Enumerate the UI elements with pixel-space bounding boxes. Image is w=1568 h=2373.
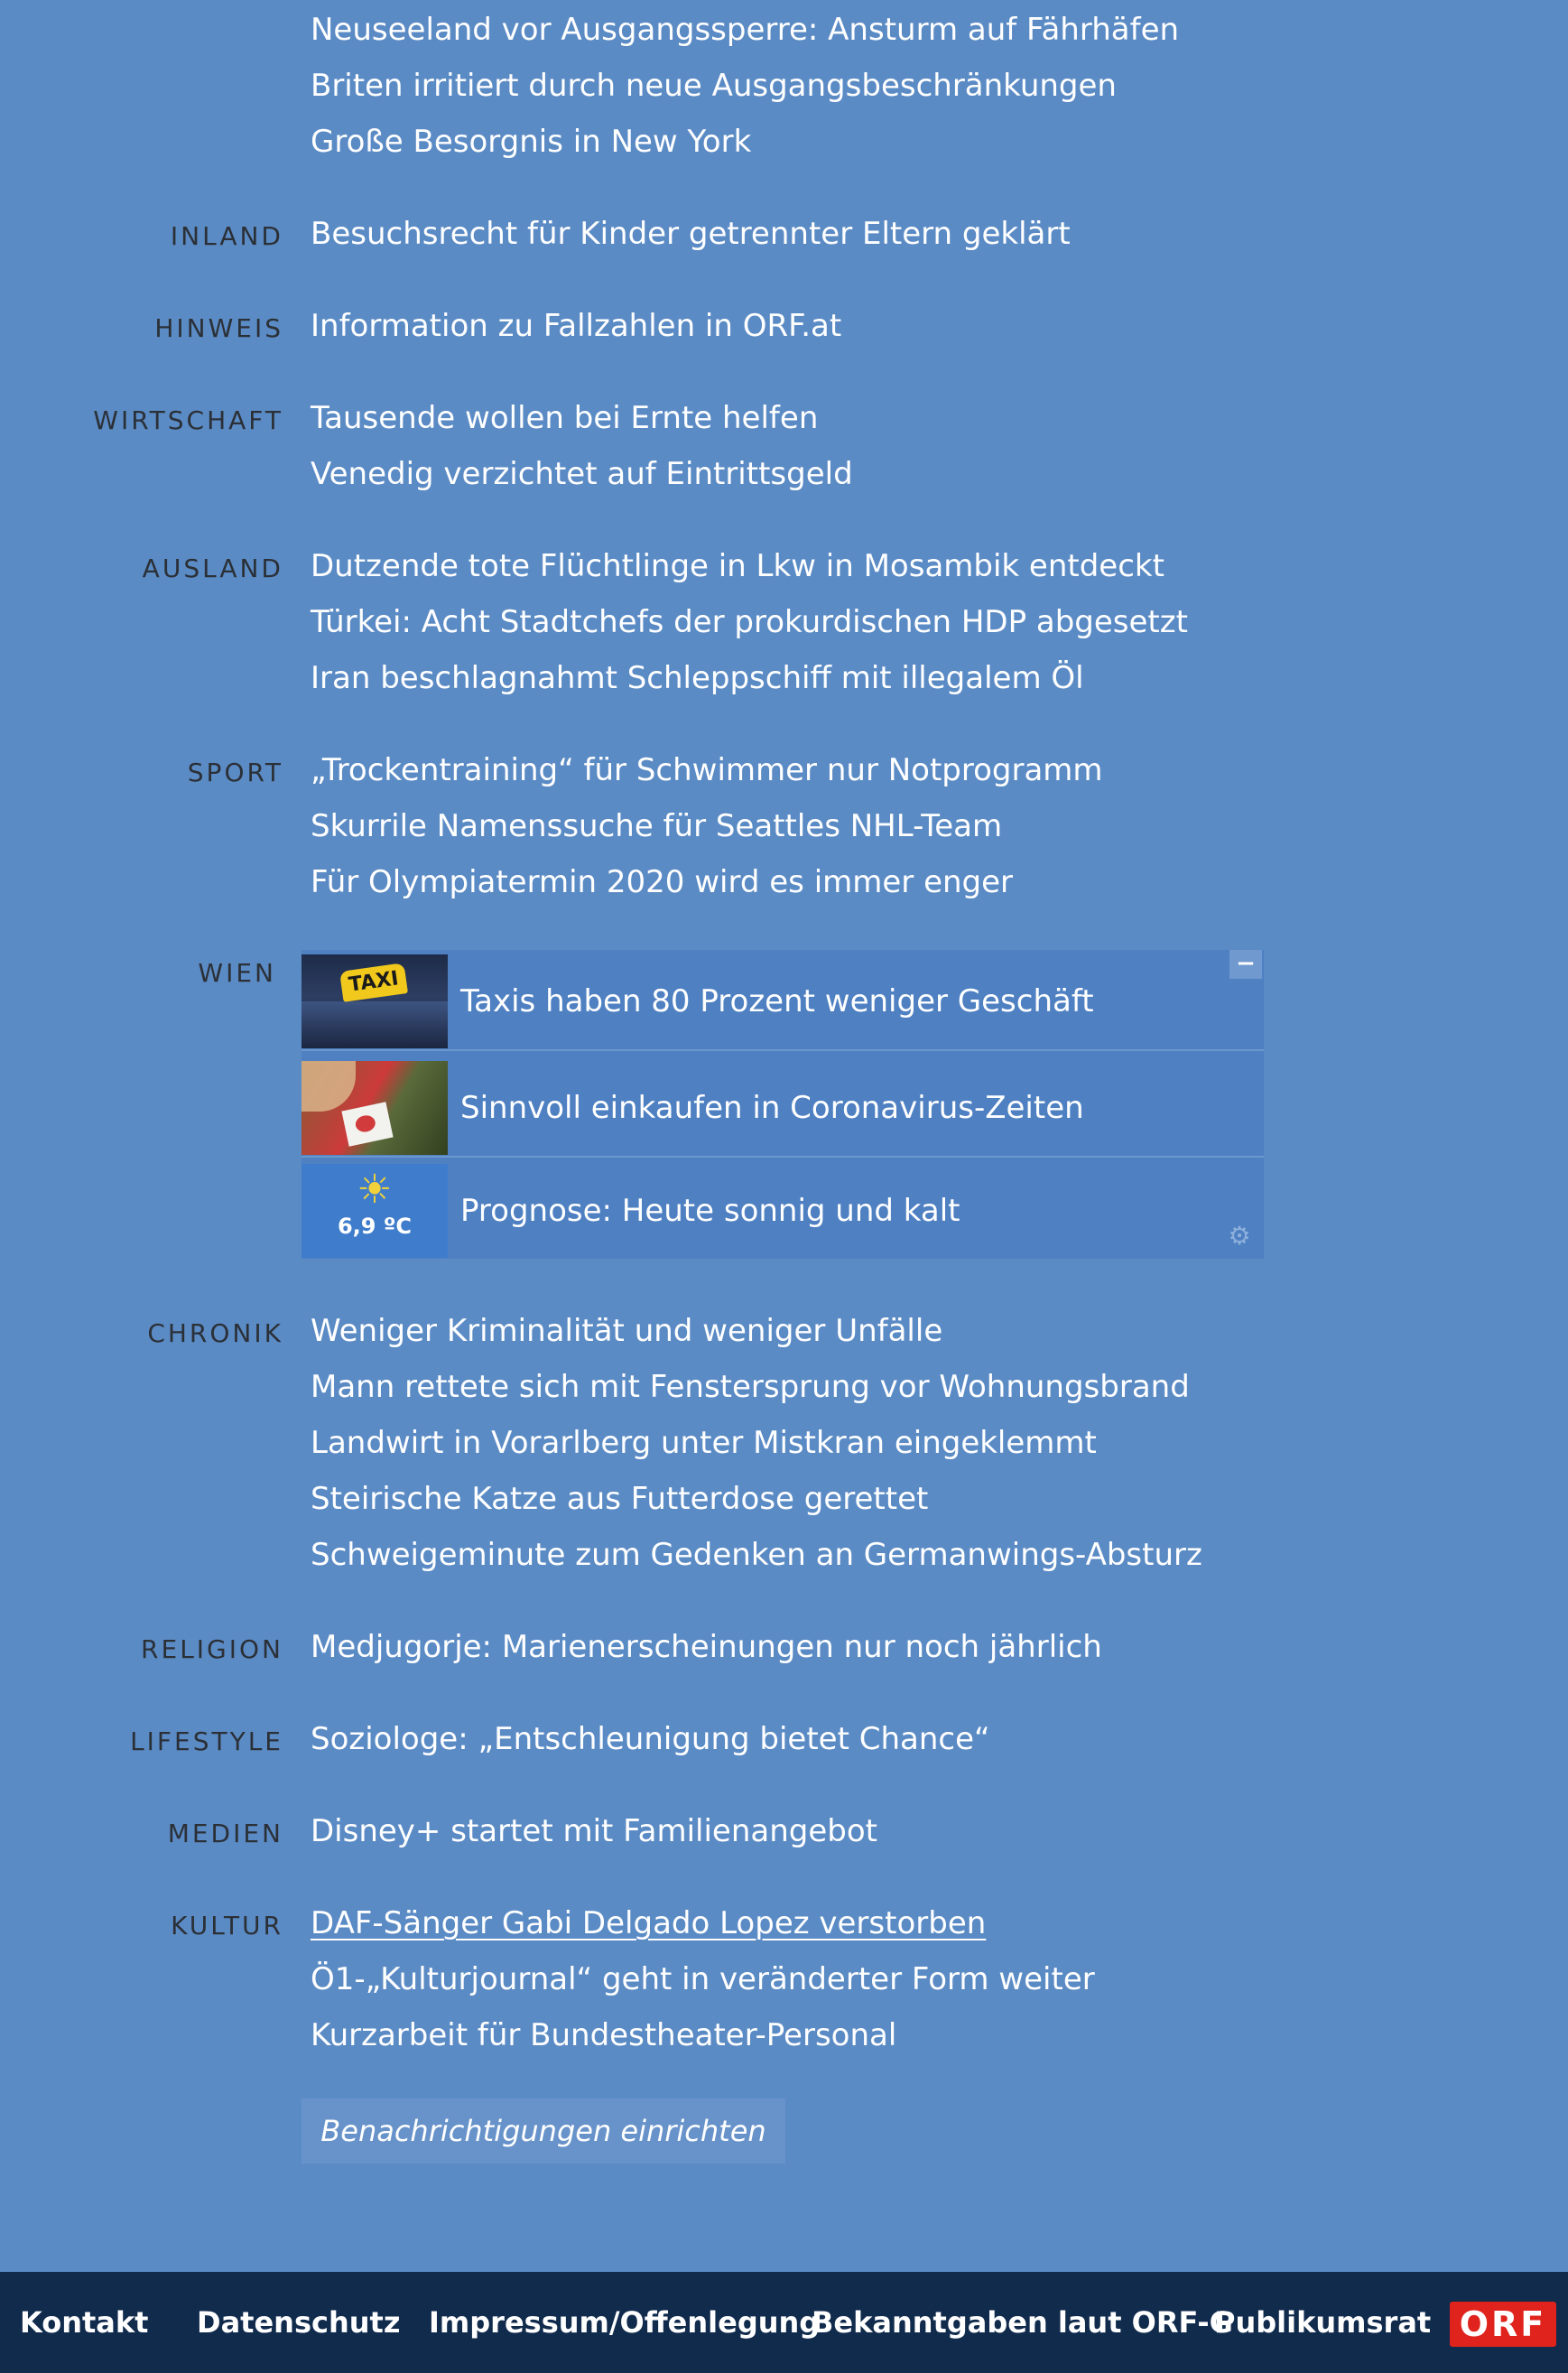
section-label-empty (0, 2, 283, 170)
setup-notifications-button[interactable]: Benachrichtigungen einrichten (302, 2098, 785, 2164)
news-link[interactable]: Taxis haben 80 Prozent weniger Geschäft (460, 983, 1094, 1019)
footer (0, 2272, 1568, 2373)
gear-icon[interactable]: ⚙ (1228, 1221, 1251, 1251)
section-top (0, 2, 1179, 170)
wien-row-shopping[interactable] (302, 1060, 1264, 1158)
section-label-medien: MEDIEN (167, 1819, 283, 1848)
footer-link-impressum[interactable]: Impressum/Offenlegung (429, 2305, 821, 2340)
wien-row-weather[interactable] (302, 1163, 1264, 1259)
news-link[interactable]: Steirische Katze aus Futterdose gerettet (311, 1481, 929, 1517)
news-link[interactable]: Iran beschlagnahmt Schleppschiff mit illegalem Öl (311, 660, 1084, 696)
news-link[interactable]: Landwirt in Vorarlberg unter Mistkran eingeklemmt (311, 1425, 1097, 1461)
news-link[interactable]: Neuseeland vor Ausgangssperre: Ansturm auf Fährhäfen (311, 12, 1180, 48)
section-label-inland: INLAND (170, 221, 283, 251)
news-link[interactable]: Soziologe: „Entschleunigung bietet Chance“ (311, 1721, 990, 1757)
news-link[interactable]: Für Olympiatermin 2020 wird es immer enger (311, 864, 1014, 900)
footer-link-kontakt[interactable]: Kontakt (20, 2305, 149, 2340)
section-label-wien: WIEN (198, 958, 276, 988)
news-link[interactable]: Prognose: Heute sonnig und kalt (460, 1193, 960, 1229)
temperature-value: 6,9 ºC (337, 1214, 413, 1239)
collapse-button[interactable]: − (1229, 950, 1262, 979)
news-link[interactable]: Große Besorgnis in New York (311, 124, 752, 160)
section-ausland (0, 538, 1188, 706)
shopping-bag-shape (302, 1061, 356, 1112)
section-label-kultur: KULTUR (171, 1911, 283, 1940)
news-link[interactable]: Mann rettete sich mit Fenstersprung vor Wohnungsbrand (311, 1369, 1190, 1405)
news-link[interactable]: Schweigeminute zum Gedenken an Germanwings-Absturz (311, 1537, 1202, 1573)
section-wirtschaft (0, 390, 853, 502)
section-label-chronik: CHRONIK (147, 1318, 283, 1348)
section-inland-items (311, 206, 1071, 262)
section-label-hinweis: HINWEIS (154, 313, 283, 343)
news-link[interactable]: Kurzarbeit für Bundestheater-Personal (311, 2017, 897, 2053)
news-link[interactable]: „Trockentraining“ für Schwimmer nur Notprogramm (311, 752, 1103, 788)
section-label-religion: RELIGION (141, 1634, 283, 1664)
section-medien-items (311, 1803, 877, 1859)
shopping-thumbnail (302, 1061, 448, 1155)
section-hinweis (0, 298, 841, 354)
section-ausland-items (311, 538, 1188, 706)
news-link[interactable]: Ö1-„Kulturjournal“ geht in veränderter Form weiter (311, 1961, 1095, 1997)
section-religion-items (311, 1619, 1102, 1675)
section-hinweis-items (311, 298, 841, 354)
weather-widget[interactable] (302, 1164, 448, 1258)
news-link[interactable]: Dutzende tote Flüchtlinge in Lkw in Mosambik entdeckt (311, 548, 1164, 584)
news-link[interactable]: Sinnvoll einkaufen in Coronavirus-Zeiten (460, 1090, 1084, 1126)
shopping-box-shape (341, 1102, 393, 1147)
section-medien (0, 1803, 877, 1859)
news-link[interactable]: Besuchsrecht für Kinder getrennter Eltern geklärt (311, 216, 1071, 252)
news-link[interactable]: Skurrile Namenssuche für Seattles NHL-Team (311, 808, 1003, 844)
orf-logo[interactable]: ORF (1450, 2302, 1556, 2347)
section-chronik-items (311, 1303, 1202, 1583)
sun-icon: ☀ (357, 1167, 393, 1213)
section-sport-items (311, 742, 1103, 910)
news-link[interactable]: Weniger Kriminalität und weniger Unfälle (311, 1313, 943, 1349)
taxi-sign: TAXI (339, 963, 408, 1002)
wien-regional-box (302, 950, 1264, 1259)
section-kultur-items (311, 1895, 1095, 2063)
section-label-lifestyle: LIFESTYLE (130, 1726, 283, 1756)
section-sport (0, 742, 1103, 910)
news-link[interactable]: Disney+ startet mit Familienangebot (311, 1813, 877, 1849)
footer-link-bekanntgaben[interactable]: Bekanntgaben laut ORF-G (812, 2305, 1233, 2340)
news-link[interactable]: Briten irritiert durch neue Ausgangsbeschränkungen (311, 68, 1117, 104)
news-link[interactable]: DAF-Sänger Gabi Delgado Lopez verstorben (311, 1905, 987, 1941)
news-link[interactable]: Tausende wollen bei Ernte helfen (311, 400, 819, 436)
wien-row-taxi[interactable] (302, 954, 1264, 1051)
section-label-wirtschaft: WIRTSCHAFT (93, 405, 283, 435)
taxi-thumbnail (302, 954, 448, 1048)
section-lifestyle (0, 1711, 990, 1767)
news-link[interactable]: Venedig verzichtet auf Eintrittsgeld (311, 456, 853, 492)
section-kultur (0, 1895, 1095, 2063)
section-lifestyle-items (311, 1711, 990, 1767)
section-chronik (0, 1303, 1202, 1583)
news-link[interactable]: Information zu Fallzahlen in ORF.at (311, 308, 842, 344)
taxi-car-shape (302, 1001, 448, 1048)
news-link[interactable]: Medjugorje: Marienerscheinungen nur noch jährlich (311, 1629, 1102, 1665)
section-label-ausland: AUSLAND (142, 554, 283, 583)
footer-link-datenschutz[interactable]: Datenschutz (197, 2305, 401, 2340)
section-wirtschaft-items (311, 390, 853, 502)
section-inland (0, 206, 1071, 262)
section-label-sport: SPORT (187, 758, 283, 787)
section-religion (0, 1619, 1102, 1675)
section-top-items (311, 2, 1179, 170)
news-link[interactable]: Türkei: Acht Stadtchefs der prokurdischen HDP abgesetzt (311, 604, 1188, 640)
footer-link-publikumsrat[interactable]: Publikumsrat (1214, 2305, 1432, 2340)
